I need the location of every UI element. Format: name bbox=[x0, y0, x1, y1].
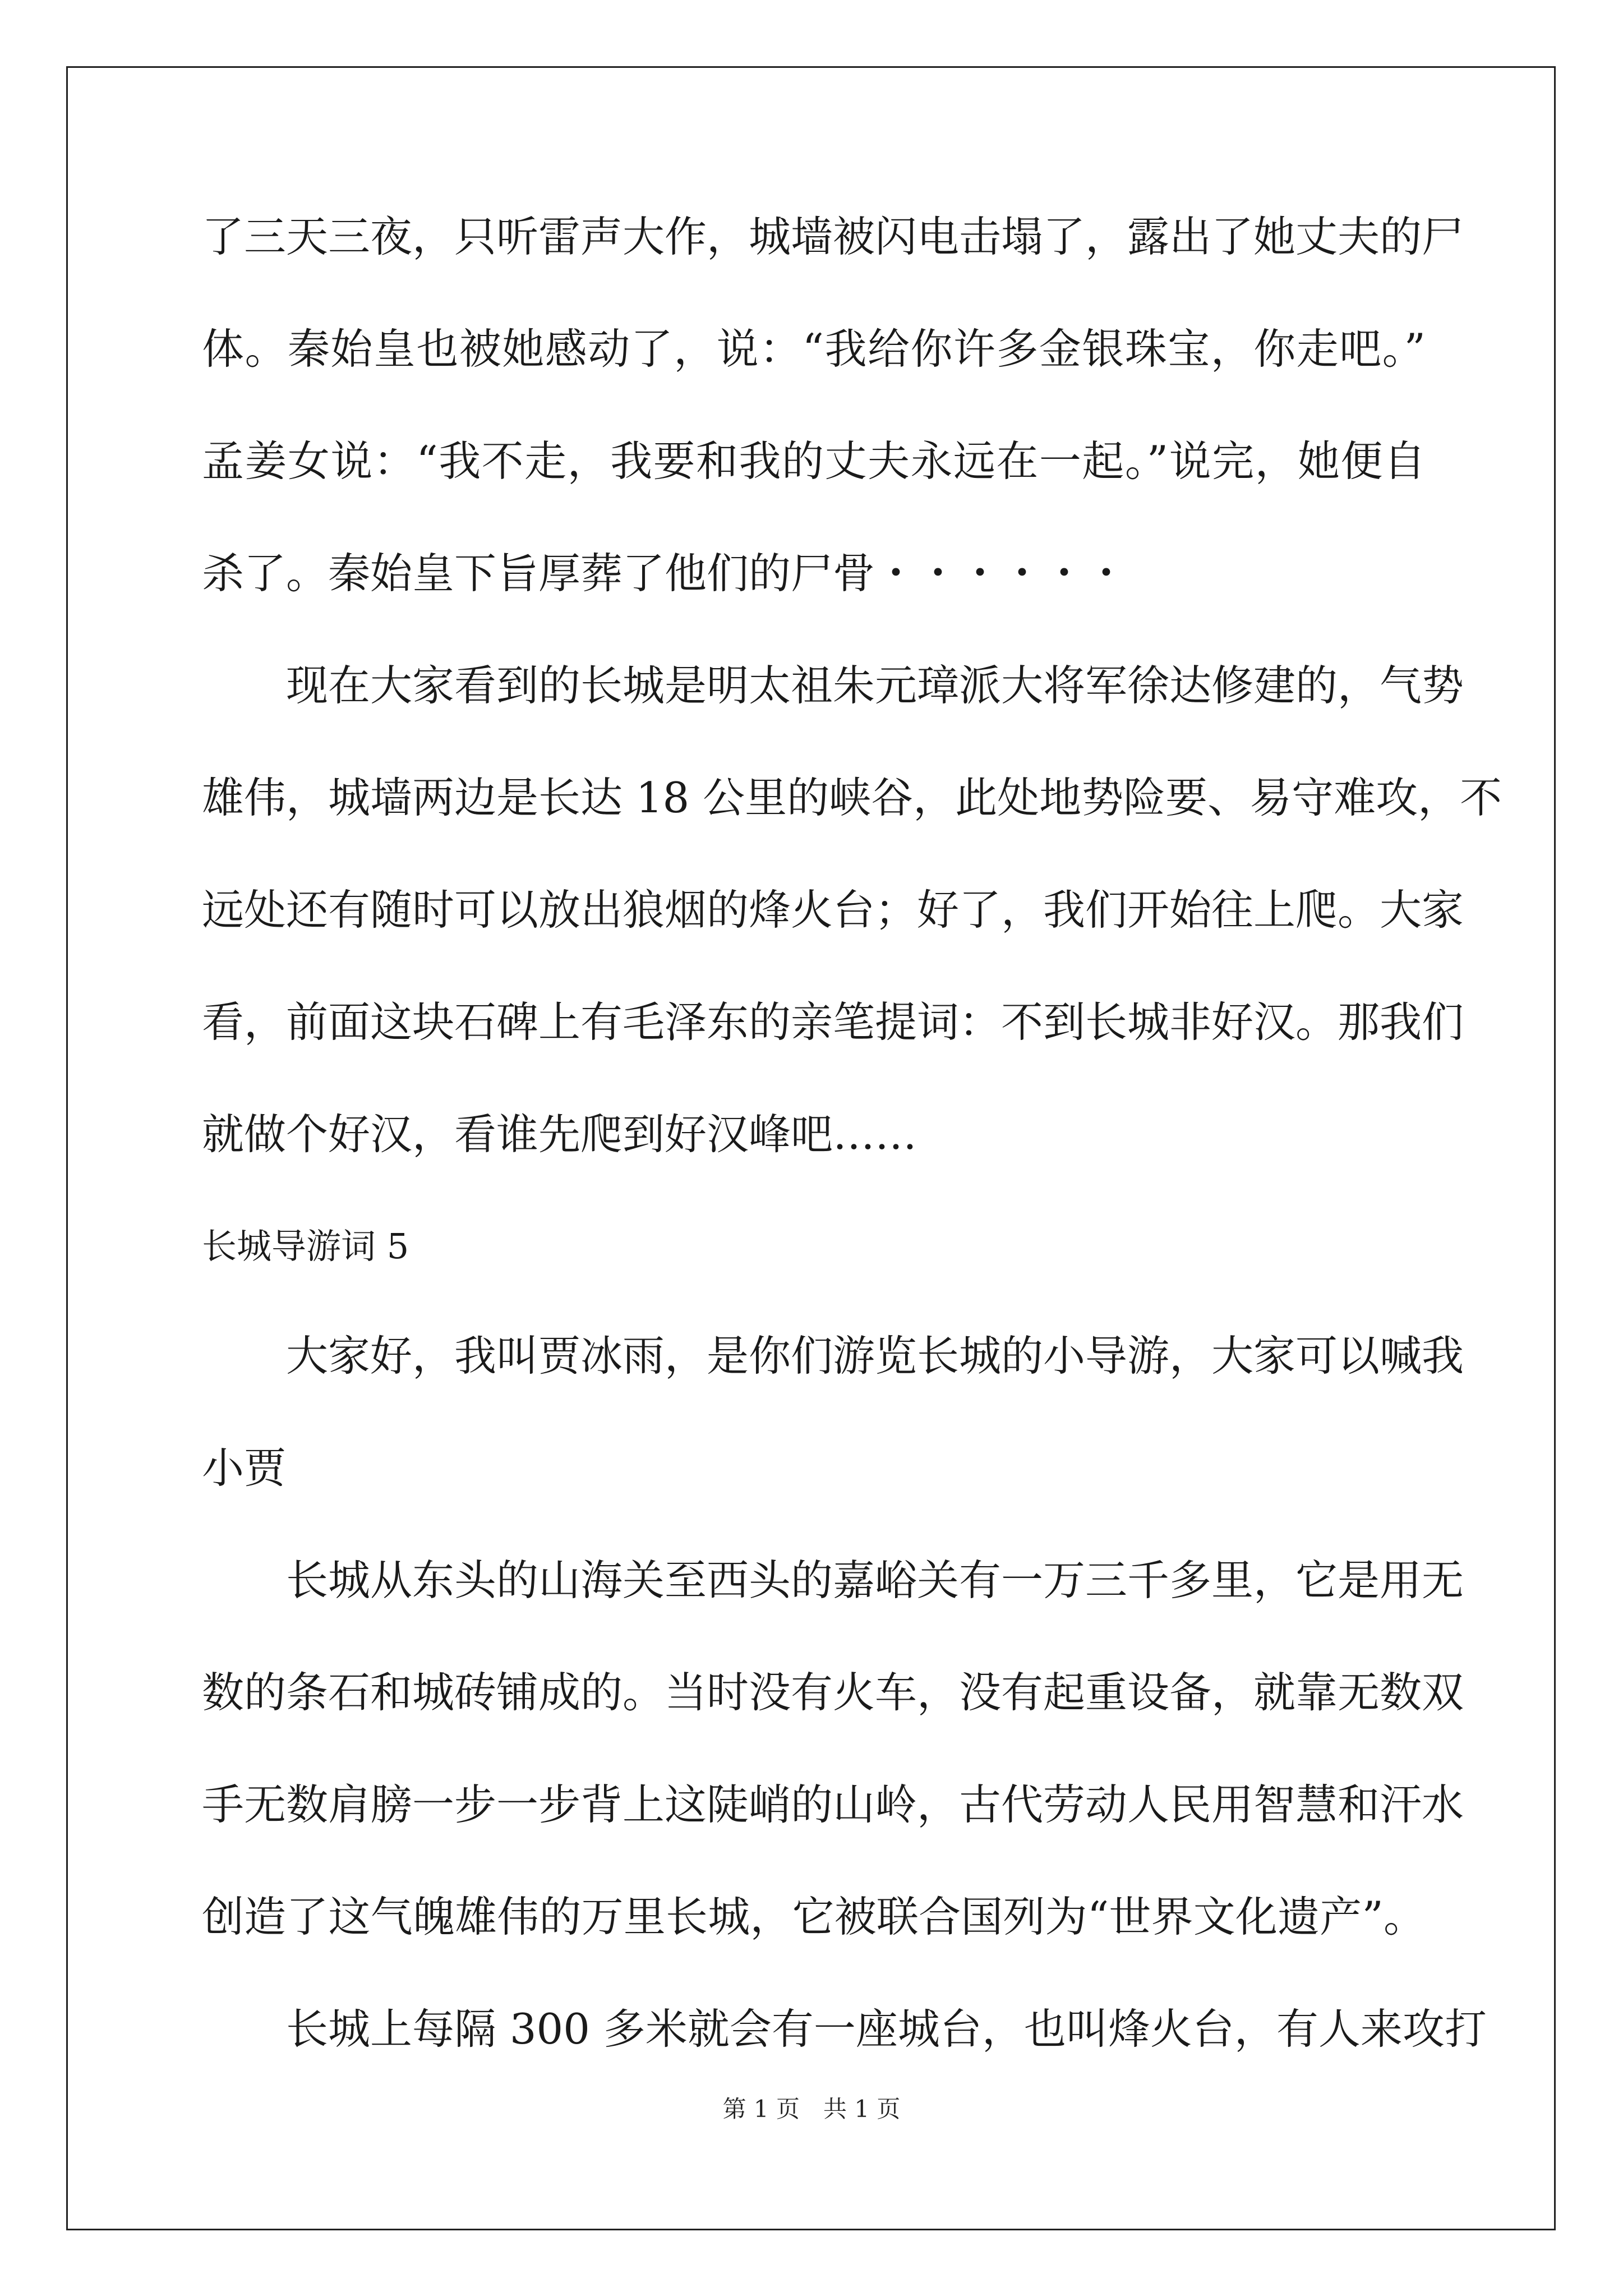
page-footer: 第 1 页 共 1 页 bbox=[722, 2095, 901, 2123]
paragraph-line: 小贾 bbox=[202, 1443, 287, 1493]
paragraph-line: 手无数肩膀一步一步背上这陡峭的山岭，古代劳动人民用智慧和汗水 bbox=[202, 1780, 1464, 1829]
paragraph-line: 雄伟，城墙两边是长达 18 公里的峡谷，此处地势险要、易守难攻，不 bbox=[202, 773, 1502, 822]
paragraph-line: 看，前面这块石碑上有毛泽东的亲笔提词：不到长城非好汉。那我们 bbox=[202, 997, 1464, 1047]
paragraph-line: 大家好，我叫贾冰雨，是你们游览长城的小导游，大家可以喊我 bbox=[286, 1331, 1464, 1381]
paragraph-line: 孟姜女说：“我不走，我要和我的丈夫永远在一起。”说完，她便自 bbox=[202, 436, 1426, 486]
paragraph-line: 数的条石和城砖铺成的。当时没有火车，没有起重设备，就靠无数双 bbox=[202, 1668, 1464, 1717]
paragraph-line: 创造了这气魄雄伟的万里长城，它被联合国列为“世界文化遗产”。 bbox=[202, 1892, 1426, 1941]
section-heading: 长城导游词 5 bbox=[202, 1226, 409, 1267]
paragraph-line: 长城从东头的山海关至西头的嘉峪关有一万三千多里，它是用无 bbox=[286, 1556, 1464, 1605]
paragraph-line: 杀了。秦始皇下旨厚葬了他们的尸骨・・・・・・ bbox=[202, 549, 1128, 598]
paragraph-line: 体。秦始皇也被她感动了，说：“我给你许多金银珠宝，你走吧。” bbox=[202, 324, 1426, 374]
paragraph-line: 远处还有随时可以放出狼烟的烽火台；好了，我们开始往上爬。大家 bbox=[202, 885, 1464, 935]
paragraph-line: 了三天三夜，只听雷声大作，城墙被闪电击塌了，露出了她丈夫的尸 bbox=[202, 212, 1464, 261]
paragraph-line: 现在大家看到的长城是明太祖朱元璋派大将军徐达修建的，气势 bbox=[286, 661, 1464, 710]
paragraph-line: 就做个好汉，看谁先爬到好汉峰吧…… bbox=[202, 1110, 917, 1159]
paragraph-line: 长城上每隔 300 多米就会有一座城台，也叫烽火台，有人来攻打 bbox=[286, 2004, 1487, 2054]
